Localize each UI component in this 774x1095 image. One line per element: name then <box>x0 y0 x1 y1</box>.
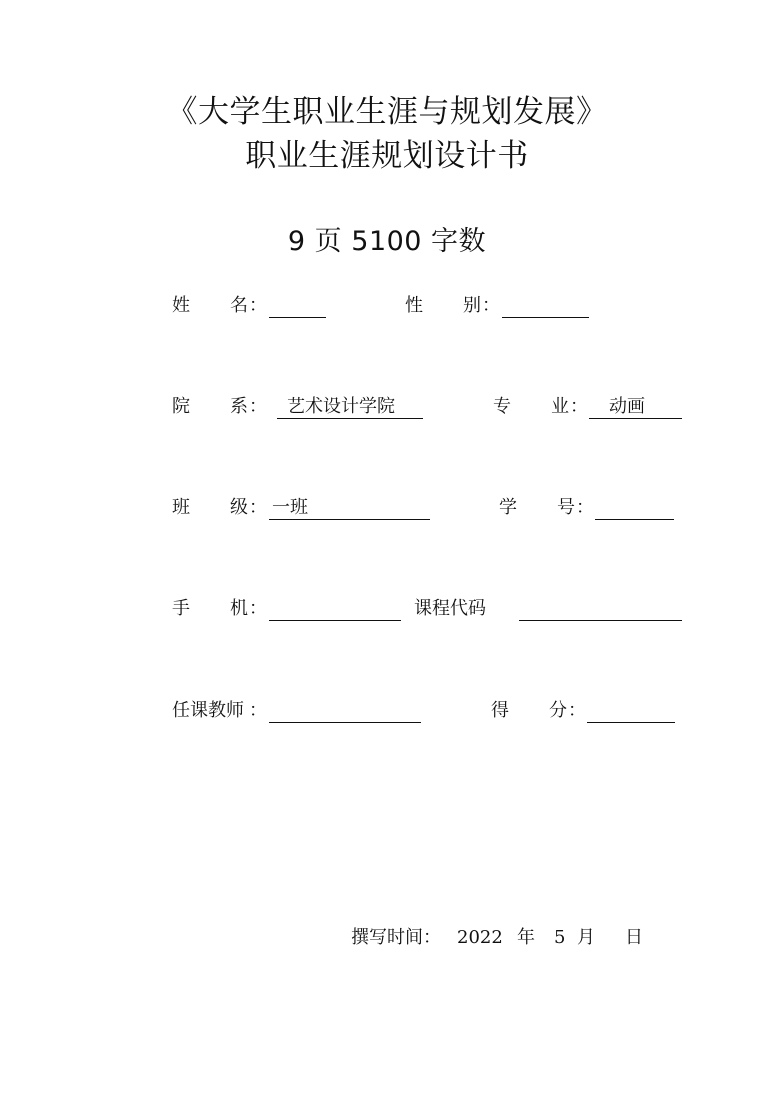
department-colon: ： <box>249 396 267 417</box>
document-subtitle: 职业生涯规划设计书 <box>245 138 529 174</box>
writing-date-month: 5 <box>554 927 566 948</box>
name-colon: ： <box>249 295 267 316</box>
major-value: 动画 <box>609 396 645 417</box>
class-colon: ： <box>249 497 267 518</box>
gender-field[interactable] <box>502 317 589 318</box>
name-field[interactable] <box>269 317 326 318</box>
class-value: 一班 <box>272 497 308 518</box>
teacher-colon: ： <box>249 700 267 721</box>
teacher-label: 任课教师 <box>172 700 244 721</box>
row-name-gender <box>0 294 774 322</box>
student-id-label-char1: 学 <box>499 497 517 518</box>
class-label-char2: 级 <box>230 497 248 518</box>
phone-label-char1: 手 <box>172 598 190 619</box>
document-title: 《大学生职业生涯与规划发展》 <box>166 94 608 130</box>
row-class-id <box>0 496 774 524</box>
department-value: 艺术设计学院 <box>287 396 395 417</box>
phone-label-char2: 机 <box>230 598 248 619</box>
row-phone-course <box>0 597 774 625</box>
phone-field[interactable] <box>269 620 401 621</box>
writing-date-month-unit: 月 <box>577 927 595 948</box>
course-code-field[interactable] <box>519 620 682 621</box>
page-word-count: 9 页 5100 字数 <box>287 226 487 257</box>
gender-label-char2: 别 <box>463 295 481 316</box>
major-colon: ： <box>570 396 588 417</box>
writing-date-label: 撰写时间： <box>351 927 441 948</box>
student-id-label-char2: 号 <box>557 497 575 518</box>
name-label-char2: 名 <box>230 295 248 316</box>
score-colon: ： <box>568 700 586 721</box>
writing-date-day-unit: 日 <box>625 927 643 948</box>
class-label-char1: 班 <box>172 497 190 518</box>
department-label-char2: 系 <box>230 396 248 417</box>
student-id-field[interactable] <box>595 519 674 520</box>
name-label-char1: 姓 <box>172 295 190 316</box>
score-label-char1: 得 <box>491 700 509 721</box>
teacher-field[interactable] <box>269 722 421 723</box>
score-label-char2: 分 <box>549 700 567 721</box>
department-label-char1: 院 <box>172 396 190 417</box>
student-id-colon: ： <box>576 497 594 518</box>
writing-date-year-unit: 年 <box>517 927 535 948</box>
row-department-major <box>0 395 774 423</box>
gender-colon: ： <box>482 295 500 316</box>
gender-label-char1: 性 <box>405 295 423 316</box>
score-field[interactable] <box>587 722 675 723</box>
row-teacher-score <box>0 699 774 727</box>
phone-colon: ： <box>249 598 267 619</box>
writing-date-year: 2022 <box>457 927 503 948</box>
major-label-char2: 业 <box>551 396 569 417</box>
course-code-label: 课程代码 <box>414 598 486 619</box>
major-label-char1: 专 <box>493 396 511 417</box>
